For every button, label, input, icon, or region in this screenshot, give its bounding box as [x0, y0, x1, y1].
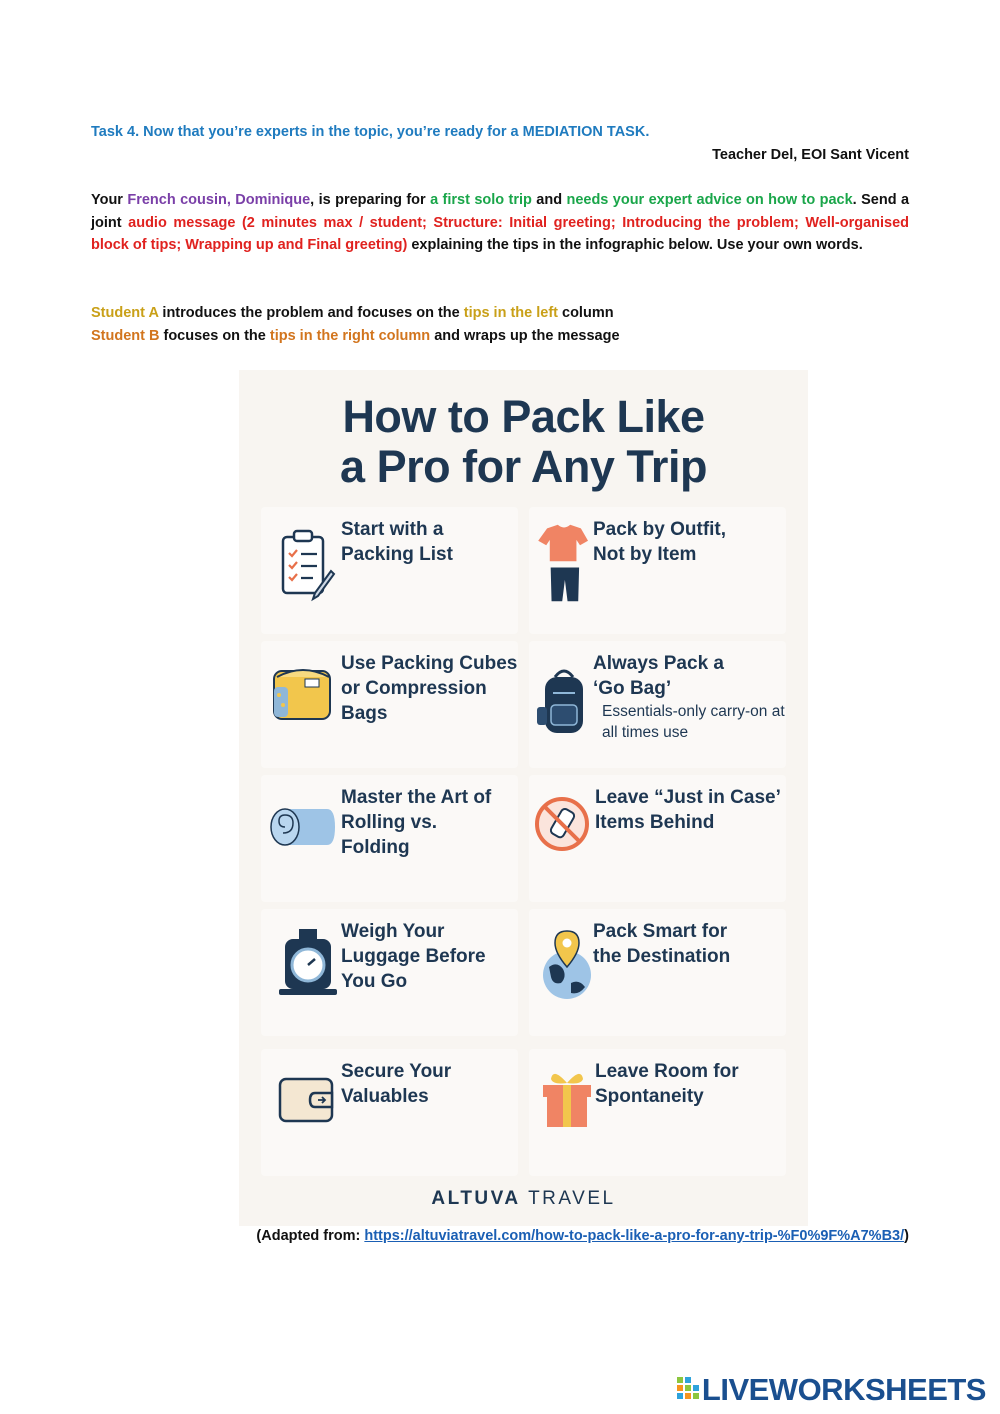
instr-text-1: Your — [91, 192, 128, 208]
globe-pin-icon — [539, 927, 595, 1001]
teacher-credit: Teacher Del, EOI Sant Vicent — [712, 147, 909, 163]
instr-solo-trip: a first solo trip — [430, 192, 532, 208]
liveworksheets-grid-icon — [676, 1376, 700, 1404]
brand-bold: ALTUVA — [431, 1188, 521, 1209]
infographic — [239, 370, 808, 1226]
student-a-text-1: introduces the problem and focuses on the — [158, 305, 464, 321]
tip-card-weigh-luggage — [261, 909, 518, 1036]
tip-card-spontaneity — [529, 1049, 786, 1176]
packing-cube-icon — [271, 663, 335, 723]
instr-text-3: , is preparing for — [310, 192, 431, 208]
tip-title: Use Packing Cubes or Compression Bags — [341, 653, 518, 724]
task-heading: Task 4. Now that you’re experts in the topic, you’re ready for a MEDIATION TASK. — [91, 124, 650, 140]
tip-title: Secure Your Valuables — [341, 1061, 452, 1107]
student-b-line — [91, 325, 620, 348]
student-b-highlight: tips in the right column — [269, 328, 431, 344]
instr-audio-message: audio message (2 minutes max / student; Structure: Initial greeting; Introducing the problem; Well-organised block of tips; Wrapping up and Final greeting) — [91, 214, 910, 253]
tip-title: Always Pack a ‘Go Bag’ — [593, 653, 724, 699]
infographic-title-line-1: How to Pack Like — [342, 391, 705, 442]
gift-icon — [539, 1069, 595, 1129]
instr-advice: needs your expert advice on how to pack — [566, 192, 853, 208]
rolled-towel-icon — [269, 801, 335, 851]
tip-title: Weigh Your Luggage Before You Go — [341, 921, 486, 992]
instr-text-9: explaining the tips in the infographic below. Use your own words. — [407, 237, 863, 253]
tip-title: Pack by Outfit, Not by Item — [593, 519, 727, 565]
no-bottle-icon — [533, 795, 591, 853]
student-b-text-1: focuses on the — [159, 328, 270, 344]
backpack-icon — [535, 667, 593, 737]
tip-title: Master the Art of Rolling vs. Folding — [341, 787, 492, 858]
source-label: (Adapted from: — [256, 1228, 365, 1244]
tip-title: Start with a Packing List — [341, 519, 453, 565]
student-b-label: Student B — [91, 328, 160, 344]
tip-title: Pack Smart for the Destination — [593, 921, 731, 967]
instr-cousin: French cousin, Dominique — [127, 192, 311, 208]
tip-card-rolling — [261, 775, 518, 902]
instr-text-7: . Send a joint — [91, 192, 910, 231]
source-close: ) — [904, 1228, 909, 1244]
clipboard-icon — [273, 523, 339, 603]
tip-card-destination — [529, 909, 786, 1036]
infographic-title-line-2: a Pro for Any Trip — [340, 441, 707, 492]
tip-subtitle: Essentials-only carry-on at all times use — [602, 703, 785, 741]
tip-title: Leave Room for Spontaneity — [595, 1061, 739, 1107]
student-a-label: Student A — [91, 305, 159, 321]
tip-title: Leave “Just in Case’ Items Behind — [595, 787, 780, 833]
tip-card-go-bag — [529, 641, 786, 768]
brand-logo-text — [239, 1188, 808, 1210]
infographic-title — [239, 392, 808, 492]
liveworksheets-logo — [676, 1372, 986, 1408]
tip-card-outfit — [529, 507, 786, 634]
student-a-line — [91, 302, 614, 325]
tip-card-packing-cubes — [261, 641, 518, 768]
brand-light: TRAVEL — [520, 1188, 616, 1209]
source-link[interactable]: https://altuviatravel.com/how-to-pack-like-a-pro-for-any-trip-%F0%9F%A7%B3/ — [364, 1228, 905, 1244]
instr-text-5: and — [531, 192, 567, 208]
tip-card-packing-list — [261, 507, 518, 634]
student-a-text-2: column — [557, 305, 614, 321]
tip-card-just-in-case — [529, 775, 786, 902]
wallet-icon — [277, 1075, 335, 1125]
outfit-icon — [531, 523, 597, 603]
scale-icon — [279, 925, 337, 997]
instructions-paragraph — [91, 189, 909, 257]
student-a-highlight: tips in the left — [463, 305, 558, 321]
liveworksheets-text: LIVEWORKSHEETS — [701, 1372, 986, 1407]
tip-card-valuables — [261, 1049, 518, 1176]
source-attribution — [256, 1228, 909, 1244]
student-b-text-2: and wraps up the message — [430, 328, 620, 344]
